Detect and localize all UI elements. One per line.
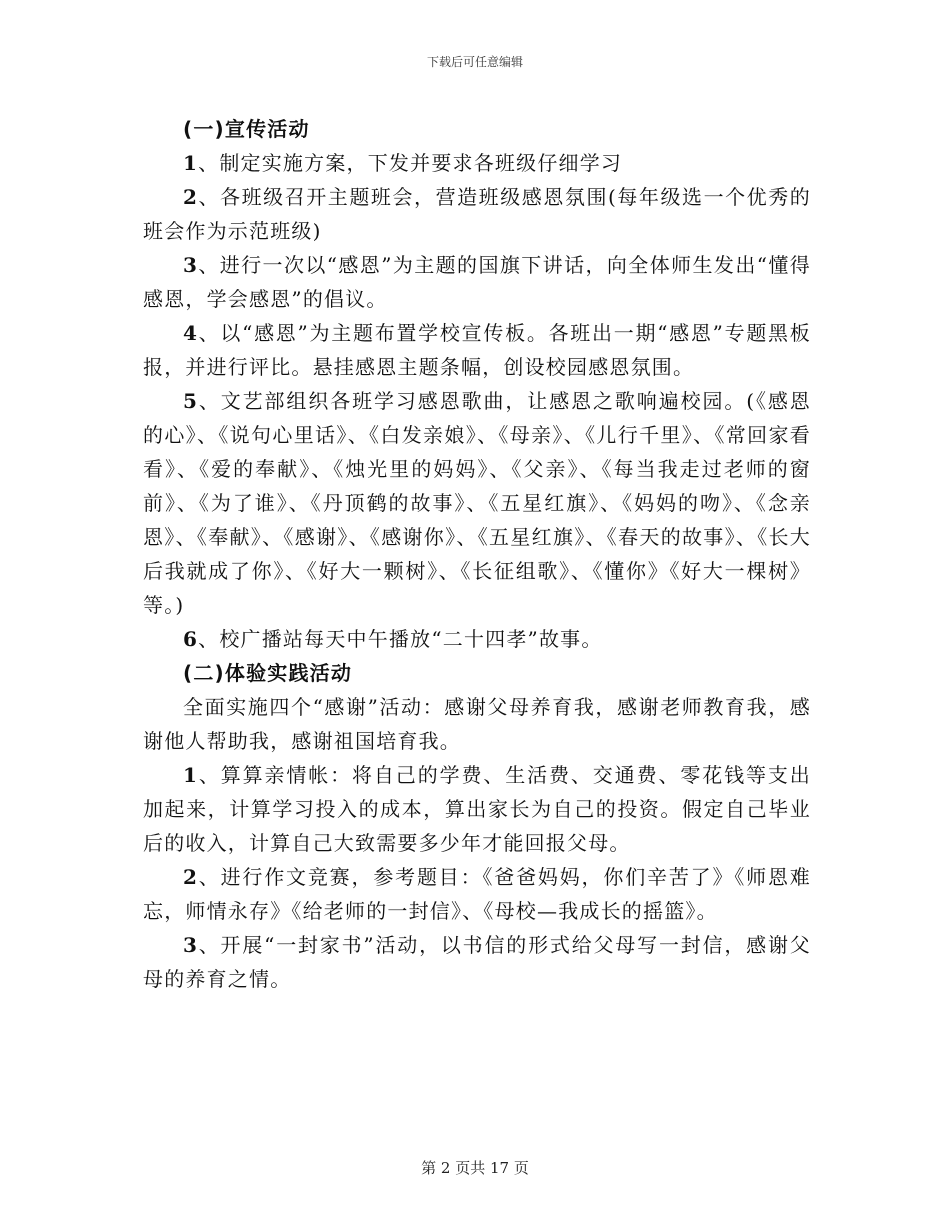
paragraph xyxy=(143,758,811,860)
section-heading-publicity: (一)宣传活动 xyxy=(183,117,310,141)
item-number: 1 xyxy=(183,763,199,787)
item-text: 、文艺部组织各班学习感恩歌曲，让感恩之歌响遍校园。(《感恩的心》、《说句心里话》、《白发亲娘》、《母亲》、《儿行千里》、《常回家看看》、《爱的奉献》、《烛光里的妈妈》、《父亲》、《每当我走过老师的窗前》、《为了谁》、《丹顶鹤的故事》、《五星红旗》、《妈妈的吻》、《念亲恩》、《奉献》、《感谢》、《感谢你》、《五星红旗》、《春天的故事》、《长大后我就成了你》、《好大一颗树》、《长征组歌》、《懂你》《好大一棵树》等。) xyxy=(143,389,811,617)
item-number: 6 xyxy=(183,627,199,651)
section-heading-practice: (二)体验实践活动 xyxy=(183,661,353,685)
paragraph xyxy=(143,316,811,384)
item-number: 2 xyxy=(183,865,199,889)
section-intro: 全面实施四个“感谢”活动：感谢父母养育我，感谢老师教育我，感谢他人帮助我，感谢祖国培育我。 xyxy=(143,695,811,753)
item-text: 、各班级召开主题班会，营造班级感恩氛围(每年级选一个优秀的班会作为示范班级) xyxy=(143,185,811,243)
page-header: 下载后可任意编辑 xyxy=(426,55,523,69)
item-number: 4 xyxy=(183,321,199,345)
item-number: 5 xyxy=(183,389,199,413)
item-number: 2 xyxy=(183,185,199,209)
paragraph xyxy=(143,860,811,928)
paragraph xyxy=(143,384,811,622)
paragraph xyxy=(143,180,811,248)
item-text: 、算算亲情帐：将自己的学费、生活费、交通费、零花钱等支出加起来，计算学习投入的成本，算出家长为自己的投资。假定自己毕业后的收入，计算自己大致需要多少年才能回报父母。 xyxy=(143,763,811,855)
paragraph xyxy=(143,622,811,656)
paragraph xyxy=(143,146,811,180)
item-text: 、校广播站每天中午播放“二十四孝”故事。 xyxy=(198,627,603,651)
item-text: 、进行作文竞赛，参考题目：《爸爸妈妈，你们辛苦了》《师恩难忘，师情永存》《给老师的一封信》、《母校—我成长的摇篮》。 xyxy=(143,865,811,923)
paragraph xyxy=(143,928,811,996)
document-body xyxy=(143,112,811,996)
item-text: 、以“感恩”为主题布置学校宣传板。各班出一期“感恩”专题黑板报，并进行评比。悬挂感恩主题条幅，创设校园感恩氛围。 xyxy=(143,321,811,379)
item-text: 、进行一次以“感恩”为主题的国旗下讲话，向全体师生发出“懂得感恩，学会感恩”的倡议。 xyxy=(143,253,811,311)
paragraph xyxy=(143,248,811,316)
item-number: 1 xyxy=(183,151,199,175)
item-number: 3 xyxy=(183,253,199,277)
item-number: 3 xyxy=(183,933,199,957)
item-text: 、开展“一封家书”活动，以书信的形式给父母写一封信，感谢父母的养育之情。 xyxy=(143,933,811,991)
item-text: 、制定实施方案，下发并要求各班级仔细学习 xyxy=(198,151,623,175)
page-footer: 第 2 页共 17 页 xyxy=(421,1159,529,1177)
